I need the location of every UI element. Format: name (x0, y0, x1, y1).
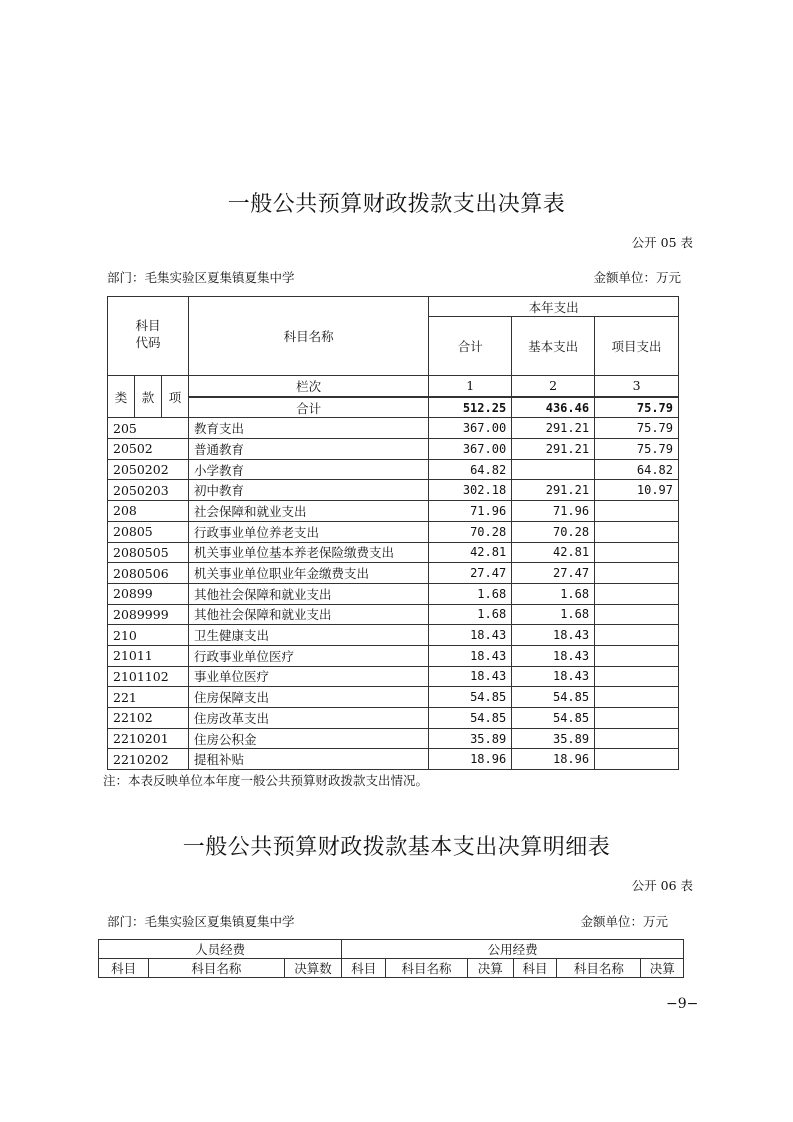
row-project (595, 666, 679, 687)
row-name: 教育支出 (188, 418, 428, 439)
column-number-1: 1 (429, 376, 512, 397)
table-row (108, 687, 679, 708)
row-code: 22102 (108, 708, 189, 729)
basic-header: 基本支出 (512, 317, 595, 376)
row-code: 2210202 (108, 749, 189, 770)
row-basic: 18.43 (512, 645, 595, 666)
table05-number: 公开 05 表 (631, 235, 693, 250)
row-total: 18.43 (429, 625, 512, 646)
table06-column-header: 科目名称 (386, 959, 468, 978)
row-total: 1.68 (429, 583, 512, 604)
table-row (108, 542, 679, 563)
row-basic: 54.85 (512, 708, 595, 729)
row-code: 20805 (108, 521, 189, 542)
class-header: 类 (108, 376, 135, 418)
table-row (108, 501, 679, 522)
table06-column-header: 科目 (513, 959, 557, 978)
row-name: 小学教育 (188, 459, 428, 480)
table-row (108, 418, 679, 439)
table06-column-header: 决算 (467, 959, 513, 978)
table06-group-row (99, 940, 684, 959)
table05-title: 一般公共预算财政拨款支出决算表 (227, 192, 566, 217)
row-name: 住房公积金 (188, 728, 428, 749)
column-number-3: 3 (595, 376, 679, 397)
row-code: 208 (108, 501, 189, 522)
row-total: 27.47 (429, 563, 512, 584)
row-basic: 18.96 (512, 749, 595, 770)
table06-unit: 金额单位：万元 (580, 914, 668, 929)
table06-column-header: 科目 (99, 959, 149, 978)
row-name: 其他社会保障和就业支出 (188, 604, 428, 625)
row-code: 20899 (108, 583, 189, 604)
row-name: 机关事业单位职业年金缴费支出 (188, 563, 428, 584)
row-name: 提租补贴 (188, 749, 428, 770)
row-name: 住房改革支出 (188, 708, 428, 729)
row-project (595, 501, 679, 522)
row-basic: 1.68 (512, 583, 595, 604)
table06-column-header: 科目名称 (149, 959, 284, 978)
row-total: 367.00 (429, 418, 512, 439)
section-header: 款 (134, 376, 161, 418)
table06-title: 一般公共预算财政拨款基本支出决算明细表 (182, 835, 611, 860)
row-code: 2080506 (108, 563, 189, 584)
column-number-2: 2 (512, 376, 595, 397)
row-basic: 291.21 (512, 418, 595, 439)
table06 (98, 939, 684, 978)
row-name: 事业单位医疗 (188, 666, 428, 687)
table05-department: 部门：毛集实验区夏集镇夏集中学 (107, 270, 295, 285)
row-basic: 42.81 (512, 542, 595, 563)
row-basic: 1.68 (512, 604, 595, 625)
table06-column-header: 科目名称 (557, 959, 641, 978)
row-total: 42.81 (429, 542, 512, 563)
table05 (107, 296, 679, 770)
table-row (108, 749, 679, 770)
table06-column-header: 决算 (641, 959, 684, 978)
table-row (108, 459, 679, 480)
row-code: 221 (108, 687, 189, 708)
row-code: 20502 (108, 439, 189, 460)
row-code: 2050203 (108, 480, 189, 501)
row-project: 10.97 (595, 480, 679, 501)
row-basic: 70.28 (512, 521, 595, 542)
table-row (108, 439, 679, 460)
row-basic: 54.85 (512, 687, 595, 708)
row-total: 54.85 (429, 708, 512, 729)
table06-department: 部门：毛集实验区夏集镇夏集中学 (107, 914, 295, 929)
project-header: 项目支出 (595, 317, 679, 376)
table-row (108, 521, 679, 542)
total-row-basic: 436.46 (512, 397, 595, 418)
table06-column-header: 科目 (342, 959, 386, 978)
row-total: 71.96 (429, 501, 512, 522)
row-code: 2050202 (108, 459, 189, 480)
table-row (108, 728, 679, 749)
item-header: 项 (161, 376, 188, 418)
code-header-line1: 科目 (135, 318, 161, 333)
row-project: 75.79 (595, 439, 679, 460)
total-row (108, 397, 679, 418)
row-code: 205 (108, 418, 189, 439)
total-row-total: 512.25 (429, 397, 512, 418)
row-code: 2101102 (108, 666, 189, 687)
row-project (595, 521, 679, 542)
row-total: 18.96 (429, 749, 512, 770)
row-total: 18.43 (429, 645, 512, 666)
table06-number: 公开 06 表 (631, 878, 693, 893)
row-total: 54.85 (429, 687, 512, 708)
table-row (108, 645, 679, 666)
row-total: 18.43 (429, 666, 512, 687)
total-row-label: 合计 (188, 397, 428, 418)
row-project: 75.79 (595, 418, 679, 439)
row-basic: 291.21 (512, 439, 595, 460)
table-row (108, 604, 679, 625)
row-project (595, 708, 679, 729)
row-total: 367.00 (429, 439, 512, 460)
table-row (108, 563, 679, 584)
row-basic: 18.43 (512, 625, 595, 646)
row-project (595, 563, 679, 584)
row-name: 行政事业单位医疗 (188, 645, 428, 666)
code-header (108, 297, 189, 376)
row-basic: 71.96 (512, 501, 595, 522)
row-code: 2210201 (108, 728, 189, 749)
row-name: 住房保障支出 (188, 687, 428, 708)
row-total: 1.68 (429, 604, 512, 625)
code-header-line2: 代码 (135, 335, 161, 350)
table05-unit: 金额单位：万元 (593, 270, 681, 285)
personnel-group-header: 人员经费 (99, 940, 342, 959)
row-project (595, 625, 679, 646)
row-code: 2089999 (108, 604, 189, 625)
column-number-row (108, 376, 679, 397)
page-number: −9− (666, 996, 699, 1012)
table-row (108, 583, 679, 604)
header-row-1 (108, 297, 679, 317)
row-name: 社会保障和就业支出 (188, 501, 428, 522)
table06-column-header: 决算数 (284, 959, 342, 978)
row-basic: 35.89 (512, 728, 595, 749)
row-name: 普通教育 (188, 439, 428, 460)
row-project (595, 604, 679, 625)
row-code: 21011 (108, 645, 189, 666)
row-total: 64.82 (429, 459, 512, 480)
row-total: 302.18 (429, 480, 512, 501)
row-total: 70.28 (429, 521, 512, 542)
row-project (595, 645, 679, 666)
row-name: 卫生健康支出 (188, 625, 428, 646)
row-project (595, 542, 679, 563)
row-code: 210 (108, 625, 189, 646)
row-name: 行政事业单位养老支出 (188, 521, 428, 542)
row-basic: 27.47 (512, 563, 595, 584)
row-basic (512, 459, 595, 480)
table05-body (108, 418, 679, 770)
table05-note: 注：本表反映单位本年度一般公共预算财政拨款支出情况。 (103, 773, 429, 788)
current-year-header: 本年支出 (429, 297, 679, 317)
table-row (108, 708, 679, 729)
row-name: 机关事业单位基本养老保险缴费支出 (188, 542, 428, 563)
table-row (108, 480, 679, 501)
row-basic: 18.43 (512, 666, 595, 687)
public-group-header: 公用经费 (342, 940, 684, 959)
row-total: 35.89 (429, 728, 512, 749)
column-number-label: 栏次 (188, 376, 428, 397)
row-code: 2080505 (108, 542, 189, 563)
name-header: 科目名称 (188, 297, 428, 376)
total-header: 合计 (429, 317, 512, 376)
row-project (595, 749, 679, 770)
row-project (595, 687, 679, 708)
row-project (595, 728, 679, 749)
row-name: 初中教育 (188, 480, 428, 501)
total-row-project: 75.79 (595, 397, 679, 418)
row-project: 64.82 (595, 459, 679, 480)
row-project (595, 583, 679, 604)
table06-column-row (99, 959, 684, 978)
table-row (108, 625, 679, 646)
row-basic: 291.21 (512, 480, 595, 501)
row-name: 其他社会保障和就业支出 (188, 583, 428, 604)
table-row (108, 666, 679, 687)
